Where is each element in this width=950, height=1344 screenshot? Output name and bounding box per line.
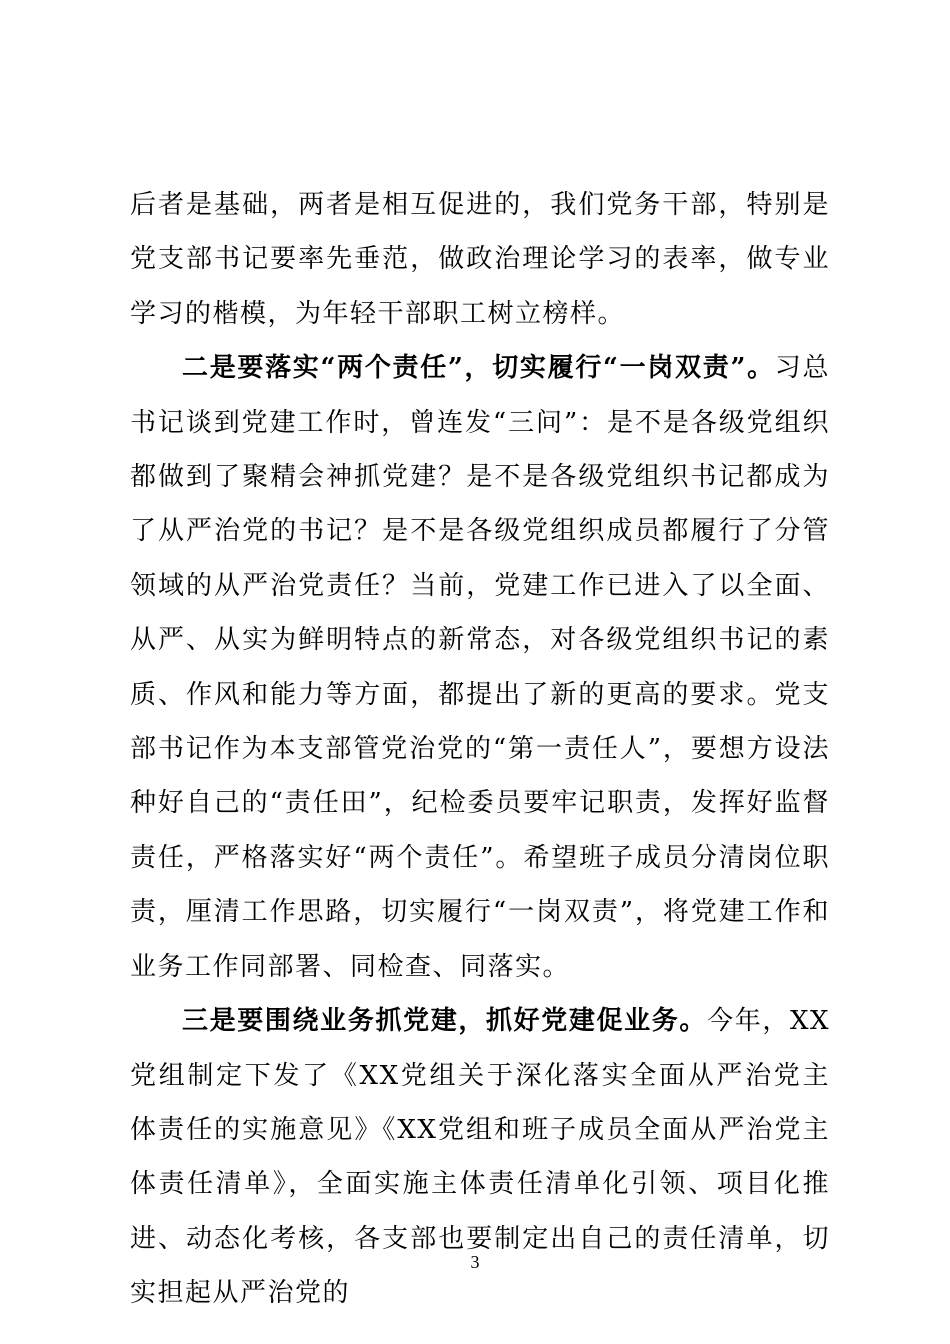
paragraph-lead-heading: 三是要围绕业务抓党建，抓好党建促业务。 (182, 1006, 708, 1037)
paragraph-text: 习总书记谈到党建工作时，曾连发“三问”：是不是各级党组织都做到了聚精会神抓党建？是不是各级党组织书记都成为了从严治党的书记？是不是各级党组织成员都履行了分管领域的从严治党责任？当前，党建工作已进入了以全面、从严、从实为鲜明特点的新常态，对各级党组织书记的素质、作风和能力等方面，都提出了新的更高的要求。党支部书记作为本支部管党治党的“第一责任人”，要想方设法种好自己的“责任田”，纪检委员要牢记职责，发挥好监督责任，严格落实好“两个责任”。希望班子成员分清岗位职责，厘清工作思路，切实履行“一岗双责”，将党建工作和业务工作同部署、同检查、同落实。 (130, 353, 830, 982)
paragraph-two-responsibilities (130, 341, 830, 994)
document-body (130, 178, 830, 1321)
page-number: 3 (470, 1252, 480, 1272)
paragraph-text: 后者是基础，两者是相互促进的，我们党务干部，特别是党支部书记要率先垂范，做政治理论学习的表率，做专业学习的楷模，为年轻干部职工树立榜样。 (130, 190, 830, 329)
paragraph-text: 今年，XX党组制定下发了《XX党组关于深化落实全面从严治党主体责任的实施意见》《XX党组和班子成员全面从严治党主体责任清单》，全面实施主体责任清单化引领、项目化推进、动态化考核，各支部也要制定出自己的责任清单，切实担起从严治党的 (130, 1006, 830, 1309)
paragraph-lead-heading: 二是要落实“两个责任”，切实履行“一岗双责”。 (182, 353, 775, 384)
paragraph-continuation (130, 178, 830, 341)
